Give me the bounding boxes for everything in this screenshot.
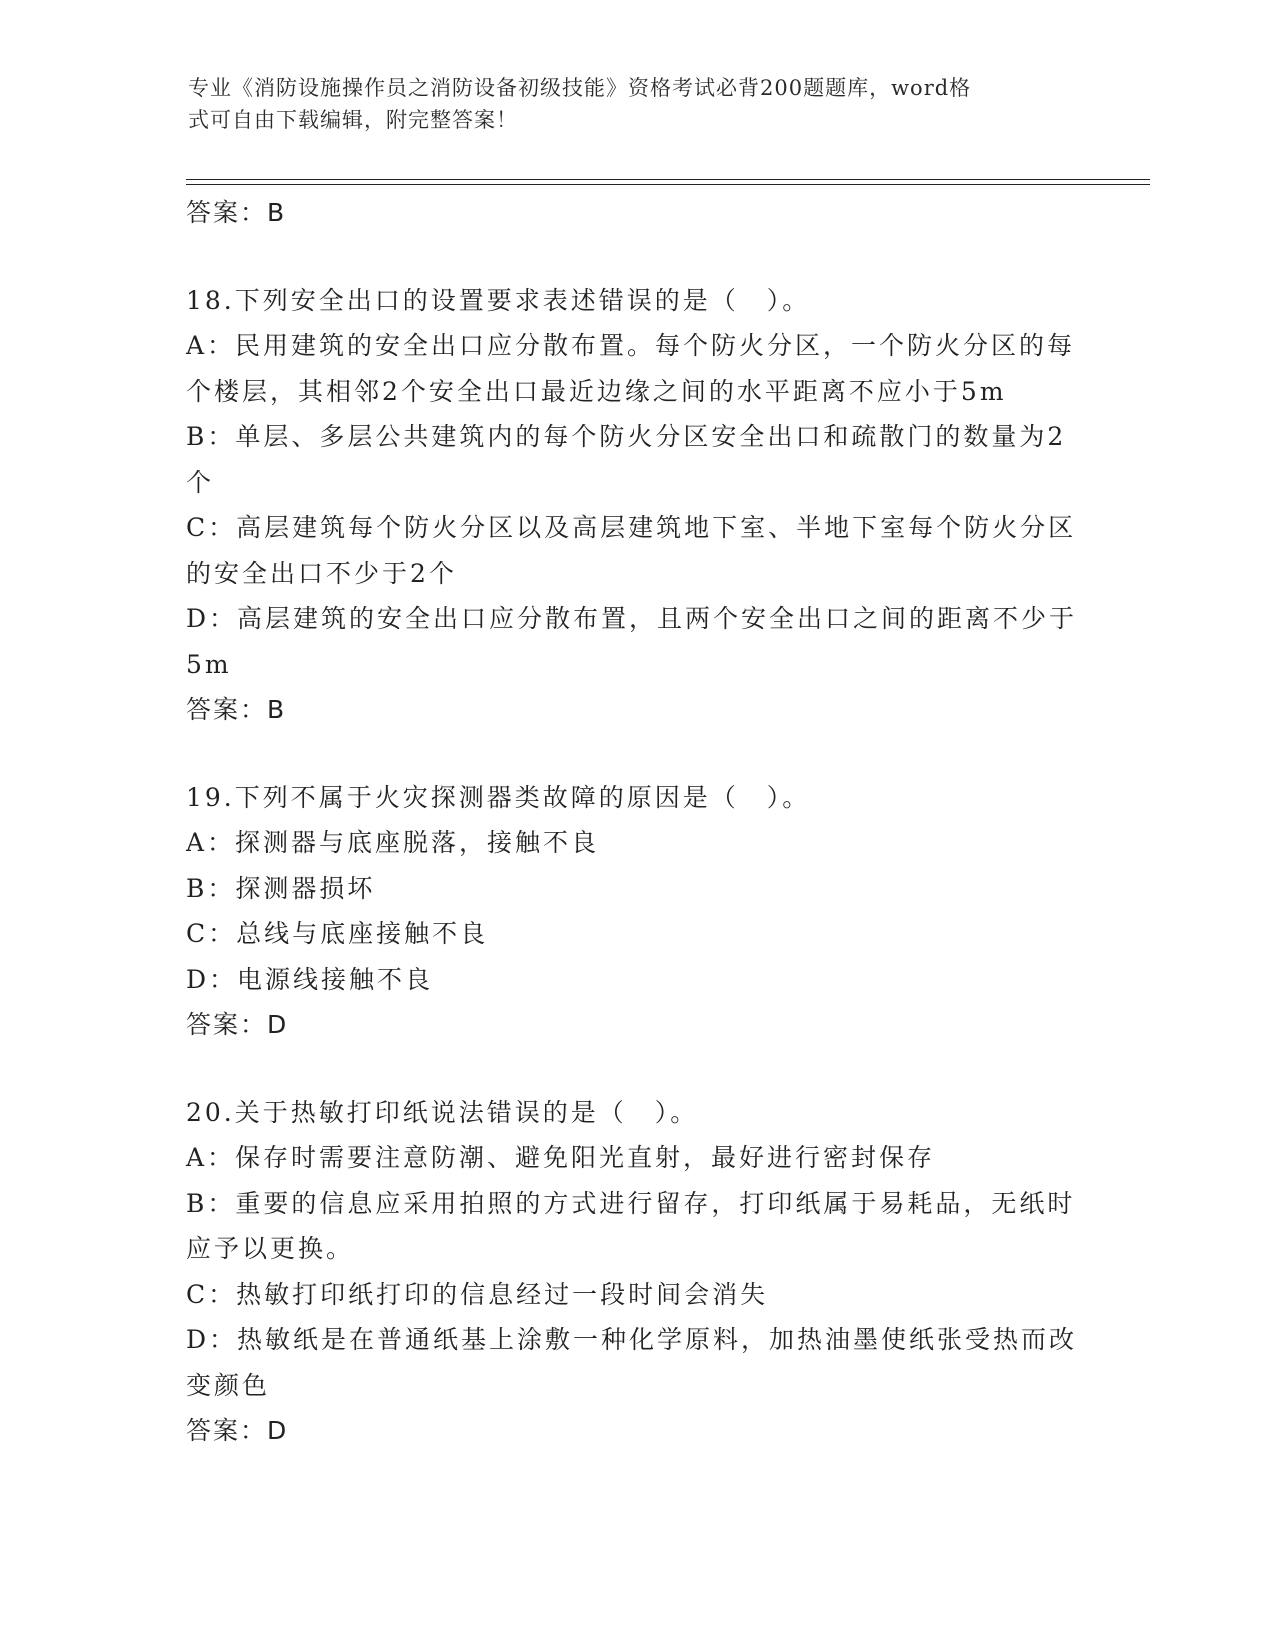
answer: 答案：D — [186, 1416, 289, 1445]
answer: 答案：B — [186, 695, 287, 724]
header-divider-bottom — [186, 184, 1150, 185]
question-stem: 20.关于热敏打印纸说法错误的是（ ）。 — [186, 1097, 699, 1127]
option-b: B：重要的信息应采用拍照的方式进行留存，打印纸属于易耗品，无纸时应予以更换。 — [186, 1188, 1076, 1263]
option-a: A：探测器与底座脱落，接触不良 — [186, 828, 600, 857]
question-20 — [186, 1090, 1086, 1454]
answer-previous: 答案：B — [186, 198, 287, 227]
header-divider-top — [186, 179, 1150, 180]
option-c: C：高层建筑每个防火分区以及高层建筑地下室、半地下室每个防火分区的安全出口不少于2个 — [186, 513, 1077, 588]
option-a: A：民用建筑的安全出口应分散布置。每个防火分区，一个防火分区的每个楼层，其相邻2个安全出口最近边缘之间的水平距离不应小于5m — [186, 331, 1076, 406]
option-b: B：单层、多层公共建筑内的每个防火分区安全出口和疏散门的数量为2个 — [186, 422, 1067, 497]
question-stem: 18.下列安全出口的设置要求表述错误的是（ ）。 — [186, 285, 811, 315]
option-c: C：热敏打印纸打印的信息经过一段时间会消失 — [186, 1279, 769, 1309]
option-d: D：高层建筑的安全出口应分散布置，且两个安全出口之间的距离不少于5m — [186, 604, 1078, 679]
question-19 — [186, 775, 1086, 1048]
header-line-1: 专业《消防设施操作员之消防设备初级技能》资格考试必背200题题库，word格 — [188, 76, 972, 100]
header-line-2: 式可自由下载编辑，附完整答案！ — [188, 108, 518, 132]
option-d: D：电源线接触不良 — [186, 964, 434, 994]
option-b: B：探测器损坏 — [186, 873, 376, 903]
option-d: D：热敏纸是在普通纸基上涂敷一种化学原料，加热油墨使纸张受热而改变颜色 — [186, 1325, 1078, 1400]
answer: 答案：D — [186, 1010, 289, 1039]
question-stem: 19.下列不属于火灾探测器类故障的原因是（ ）。 — [186, 782, 811, 812]
option-a: A：保存时需要注意防潮、避免阳光直射，最好进行密封保存 — [186, 1143, 936, 1172]
question-18 — [186, 278, 1086, 733]
question-content — [186, 190, 1086, 1454]
document-header — [188, 72, 1068, 136]
option-c: C：总线与底座接触不良 — [186, 919, 489, 948]
